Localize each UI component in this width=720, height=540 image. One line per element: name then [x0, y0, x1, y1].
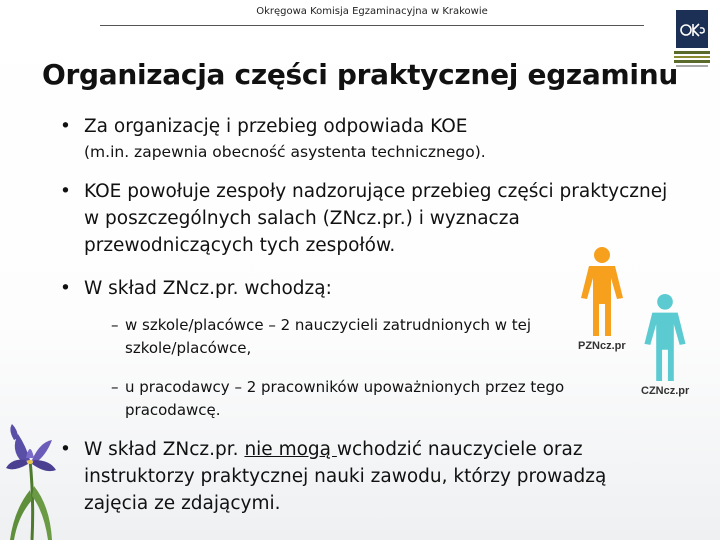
bullet-2: • KOE powołuje zespoły nadzorujące przebieg części praktycznej w poszczególnych salach (ZNcz.pr.) i wyznacza przewodniczących tych zespołów. [84, 178, 667, 259]
bullet-1-text: Za organizację i przebieg odpowiada KOE [84, 116, 468, 137]
subitem-1-line-1: w szkole/placówce – 2 nauczycieli zatrudnionych w tej [125, 316, 532, 334]
slide-title: Organizacja części praktycznej egzaminu [42, 58, 678, 91]
iris-flower-icon [0, 420, 70, 540]
chair-label: PZNcz.pr [578, 340, 626, 352]
bullet-4-line-3: zajęcia ze zdającymi. [84, 493, 281, 514]
subitem-2-line-2: pracodawcę. [125, 401, 221, 419]
header-divider [100, 25, 644, 26]
bullet-4: • W skład ZNcz.pr. nie mogą wchodzić nauczyciele oraz instruktorzy praktycznej nauki zawodu, którzy prowadzą zajęcia ze zdającymi. [84, 436, 606, 517]
bullet-2-line-2: w poszczególnych salach (ZNcz.pr.) i wyznacza [84, 208, 520, 229]
bullet-3-subitem-1: – w szkole/placówce – 2 nauczycieli zatrudnionych w tej szkole/placówce, [125, 314, 531, 360]
header-institution: Okręgowa Komisja Egzaminacyjna w Krakowie [256, 6, 488, 17]
bullet-4-line-2: instruktorzy praktycznej nauki zawodu, którzy prowadzą [84, 466, 607, 487]
member-person-icon [640, 293, 690, 383]
chair-person-icon [577, 246, 627, 338]
member-label: CZNcz.pr [641, 385, 690, 397]
bullet-1-note: (m.in. zapewnia obecność asystenta technicznego). [84, 143, 486, 161]
bullet-3-text: W skład ZNcz.pr. wchodzą: [84, 278, 332, 299]
subitem-2-line-1: u pracodawcy – 2 pracowników upoważnionych przez tego [125, 378, 565, 396]
bullet-3-subitem-2: – u pracodawcy – 2 pracowników upoważnionych przez tego pracodawcę. [125, 376, 564, 422]
emphasis-nie-moga: nie mogą [244, 439, 337, 460]
bullet-2-line-3: przewodniczących tych zespołów. [84, 235, 396, 256]
bullet-1: • Za organizację i przebieg odpowiada KOE [60, 116, 468, 137]
bullet-2-line-1: KOE powołuje zespoły nadzorujące przebieg części praktycznej [84, 181, 668, 202]
subitem-1-line-2: szkole/placówce, [125, 339, 252, 357]
bullet-3: • W skład ZNcz.pr. wchodzą: [60, 278, 332, 299]
bullet-4-line-1: W skład ZNcz.pr. nie mogą wchodzić nauczyciele oraz [84, 439, 583, 460]
